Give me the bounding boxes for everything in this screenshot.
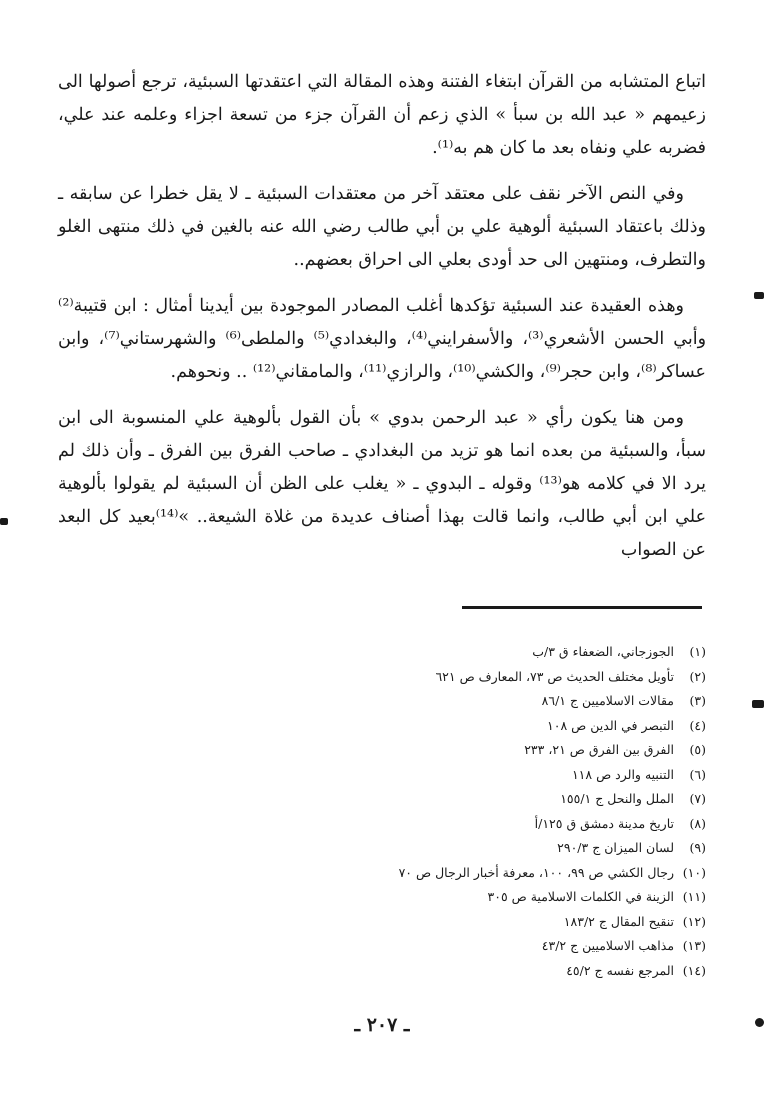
footnote-number: (٢) xyxy=(689,668,706,684)
footnote-item xyxy=(286,763,706,788)
footnote-number: (١٤) xyxy=(682,962,706,978)
footnote-text: الملل والنحل ج ١٥٥/١ xyxy=(560,791,675,806)
paragraph: ومن هنا يكون رأي « عبد الرحمن بدوي » بأن القول بألوهية علي المنسوبة الى ابن سبأ، والسبئية من بعده انما هو تزيد من البغدادي ـ صاحب الفرق بين الفرق ـ وأن ذلك لم يرد الا في كلامه هو⁽¹³⁾ وقوله ـ البدوي ـ « يغلب على الظن أن السبئية لم يقولوا بألوهية علي ابن أبي طالب، وانما قالت بهذا أصناف عديدة من غلاة الشيعة.. »⁽¹⁴⁾بعيد كل البعد عن الصواب xyxy=(58,408,707,560)
footnote-item xyxy=(286,959,706,984)
footnote-item xyxy=(286,665,706,690)
footnote-item xyxy=(286,812,706,837)
footnote-number: (١) xyxy=(689,644,706,659)
footnote-item xyxy=(286,885,706,910)
footnote-number: (٩) xyxy=(689,840,706,855)
footnote-item xyxy=(286,640,706,665)
scan-mark xyxy=(0,518,8,525)
footnote-number: (٨) xyxy=(689,815,706,831)
scan-mark xyxy=(754,292,764,299)
footnote-number: (٧) xyxy=(689,791,706,806)
footnote-item xyxy=(286,934,706,959)
footnote-number: (١٣) xyxy=(682,938,706,953)
footnote-number: (٥) xyxy=(689,742,706,757)
scan-mark xyxy=(755,1018,764,1027)
footnote-text: التنبيه والرد ص ١١٨ xyxy=(571,766,675,782)
footnote-number: (١٢) xyxy=(682,913,706,929)
footnote-text: تأويل مختلف الحديث ص ٧٣، المعارف ص ٦٢١ xyxy=(435,668,675,684)
page-number: ـ ٢٠٧ ـ xyxy=(354,1014,410,1036)
footnote-divider xyxy=(462,606,702,609)
footnote-text: المرجع نفسه ج ٤٥/٢ xyxy=(566,962,675,978)
footnote-text: الفرق بين الفرق ص ٢١، ٢٣٣ xyxy=(524,742,675,757)
footnote-text: مقالات الاسلاميين ج ٨٦/١ xyxy=(541,693,675,708)
footnotes-list xyxy=(286,640,706,983)
footnote-item xyxy=(286,738,706,763)
footnote-text: الجوزجاني، الضعفاء ق ٣/ب xyxy=(532,644,675,659)
paragraph: اتباع المتشابه من القرآن ابتغاء الفتنة وهذه المقالة التي اعتقدتها السبئية، ترجع أصولها الى زعيمهم « عبد الله بن سبأ » الذي زعم أن القرآن جزء من تسعة اجزاء وعلمه عند علي، فضربه علي ونفاه بعد ما كان هم به⁽¹⁾. xyxy=(58,72,706,158)
footnote-text: رجال الكشي ص ٩٩، ١٠٠، معرفة أخبار الرجال ص ٧٠ xyxy=(398,864,675,880)
footnote-text: تنقيح المقال ج ١٨٣/٢ xyxy=(563,913,675,929)
footnote-item xyxy=(286,689,706,714)
footnote-item xyxy=(286,861,706,886)
main-text xyxy=(58,66,706,580)
paragraph: وفي النص الآخر نقف على معتقد آخر من معتقدات السبئية ـ لا يقل خطرا عن سابقه ـ وذلك باعتقاد السبئية ألوهية علي بن أبي طالب رضي الله عنه بالغين في ذلك منتهى الغلو والتطرف، ومنتهين الى حد أودى بعلي الى احراق بعضهم.. xyxy=(58,184,706,270)
footnote-number: (١٠) xyxy=(682,864,706,880)
footnote-item xyxy=(286,836,706,861)
footnote-number: (٦) xyxy=(689,766,706,782)
footnote-item xyxy=(286,910,706,935)
footnote-item xyxy=(286,714,706,739)
footnote-number: (٣) xyxy=(689,693,706,708)
scan-mark xyxy=(752,700,764,708)
footnote-text: لسان الميزان ج ٢٩٠/٣ xyxy=(557,840,675,855)
footnote-item xyxy=(286,787,706,812)
footnote-text: مذاهب الاسلاميين ج ٤٣/٢ xyxy=(541,938,675,953)
footnote-text: الزينة في الكلمات الاسلامية ص ٣٠٥ xyxy=(487,889,675,904)
paragraph: وهذه العقيدة عند السبئية تؤكدها أغلب المصادر الموجودة بين أيدينا أمثال : ابن قتيبة⁽²⁾ وأبي الحسن الأشعري⁽³⁾، والأسفرايني⁽⁴⁾، والبغدادي⁽⁵⁾ والملطى⁽⁶⁾ والشهرستاني⁽⁷⁾، وابن عساكر⁽⁸⁾، وابن حجر⁽⁹⁾، والكشي⁽¹⁰⁾، والرازي⁽¹¹⁾، والمامقاني⁽¹²⁾ .. ونحوهم. xyxy=(58,296,707,382)
footnote-number: (١١) xyxy=(682,889,706,904)
footnote-number: (٤) xyxy=(689,717,706,733)
footnote-text: التبصر في الدين ص ١٠٨ xyxy=(547,717,675,733)
footnote-text: تاريخ مدينة دمشق ق ١٢٥/أ xyxy=(534,815,675,831)
